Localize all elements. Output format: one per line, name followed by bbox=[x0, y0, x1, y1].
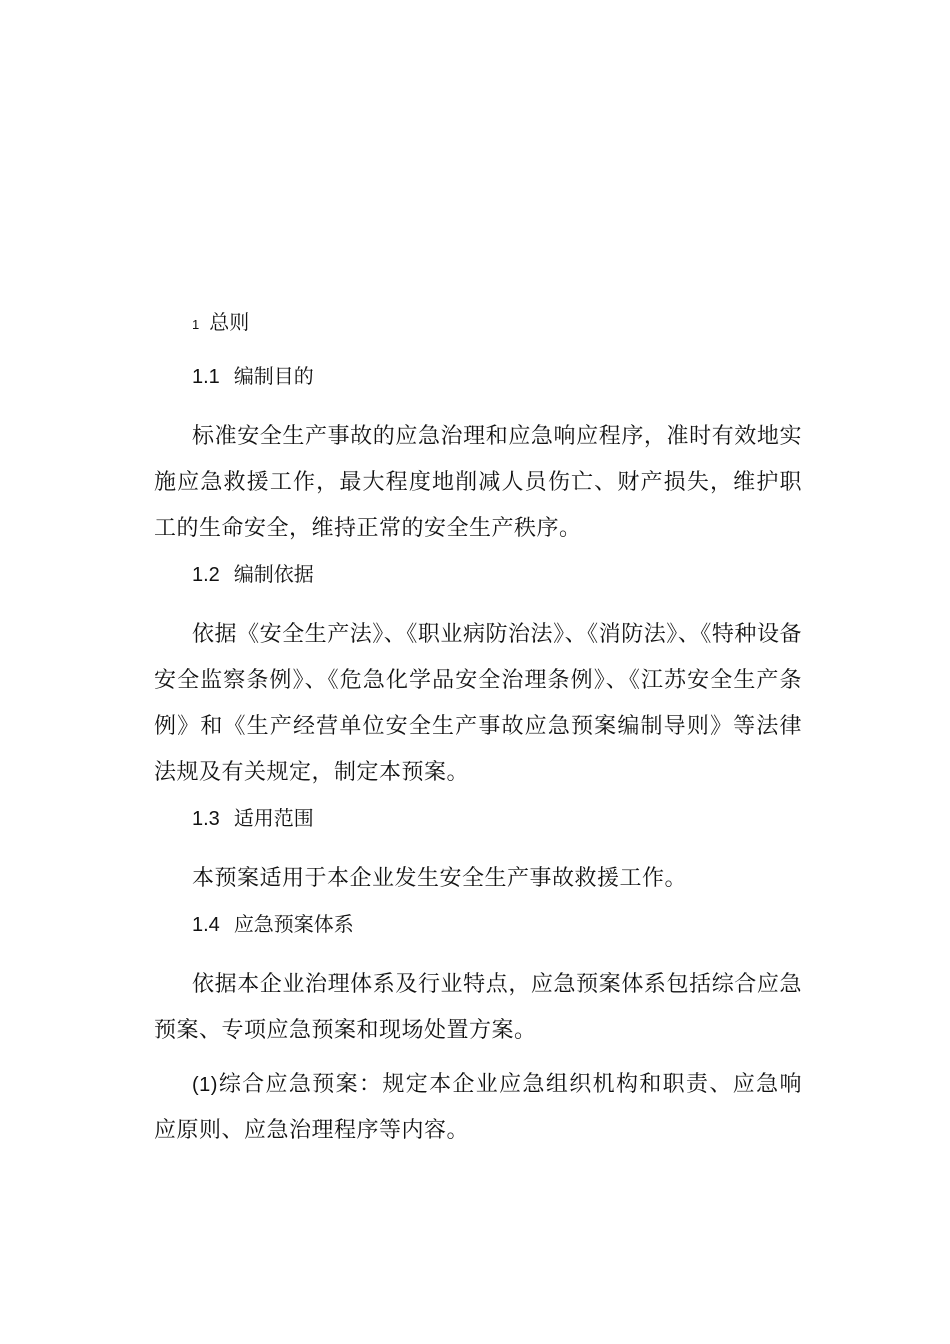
section-heading-1 bbox=[154, 308, 802, 339]
paragraph-item-1 bbox=[154, 1062, 802, 1154]
section-heading-1-1 bbox=[154, 362, 802, 391]
section-number: 1.3 bbox=[192, 808, 220, 830]
paragraph-purpose: 标准安全生产事故的应急治理和应急响应程序，准时有效地实施应急救援工作，最大程度地削减人员伤亡、财产损失，维护职工的生命安全，维持正常的安全生产秩序。 bbox=[154, 424, 802, 541]
section-number: 1.1 bbox=[192, 366, 220, 388]
list-item-text: 综合应急预案：规定本企业应急组织机构和职责、应急响应原则、应急治理程序等内容。 bbox=[154, 1072, 802, 1143]
paragraph-scope: 本预案适用于本企业发生安全生产事故救援工作。 bbox=[192, 866, 688, 891]
section-number: 1 bbox=[192, 317, 200, 332]
section-heading-1-3 bbox=[154, 804, 802, 833]
document-body bbox=[154, 308, 802, 1162]
section-number: 1.2 bbox=[192, 564, 220, 586]
section-number: 1.4 bbox=[192, 914, 220, 936]
list-marker: (1) bbox=[192, 1074, 218, 1096]
section-title: 编制目的 bbox=[233, 364, 314, 388]
section-heading-1-4 bbox=[154, 910, 802, 939]
section-title: 适用范围 bbox=[233, 806, 314, 830]
section-title: 总则 bbox=[209, 310, 250, 334]
paragraph-basis: 依据《安全生产法》、《职业病防治法》、《消防法》、《特种设备安全监察条例》、《危急化学品安全治理条例》、《江苏安全生产条例》和《生产经营单位安全生产事故应急预案编制导则》等法律法规及有关规定，制定本预案。 bbox=[154, 622, 802, 785]
section-title: 应急预案体系 bbox=[233, 912, 354, 936]
section-heading-1-2 bbox=[154, 560, 802, 589]
paragraph-system: 依据本企业治理体系及行业特点，应急预案体系包括综合应急预案、专项应急预案和现场处置方案。 bbox=[154, 972, 802, 1043]
section-title: 编制依据 bbox=[233, 562, 314, 586]
